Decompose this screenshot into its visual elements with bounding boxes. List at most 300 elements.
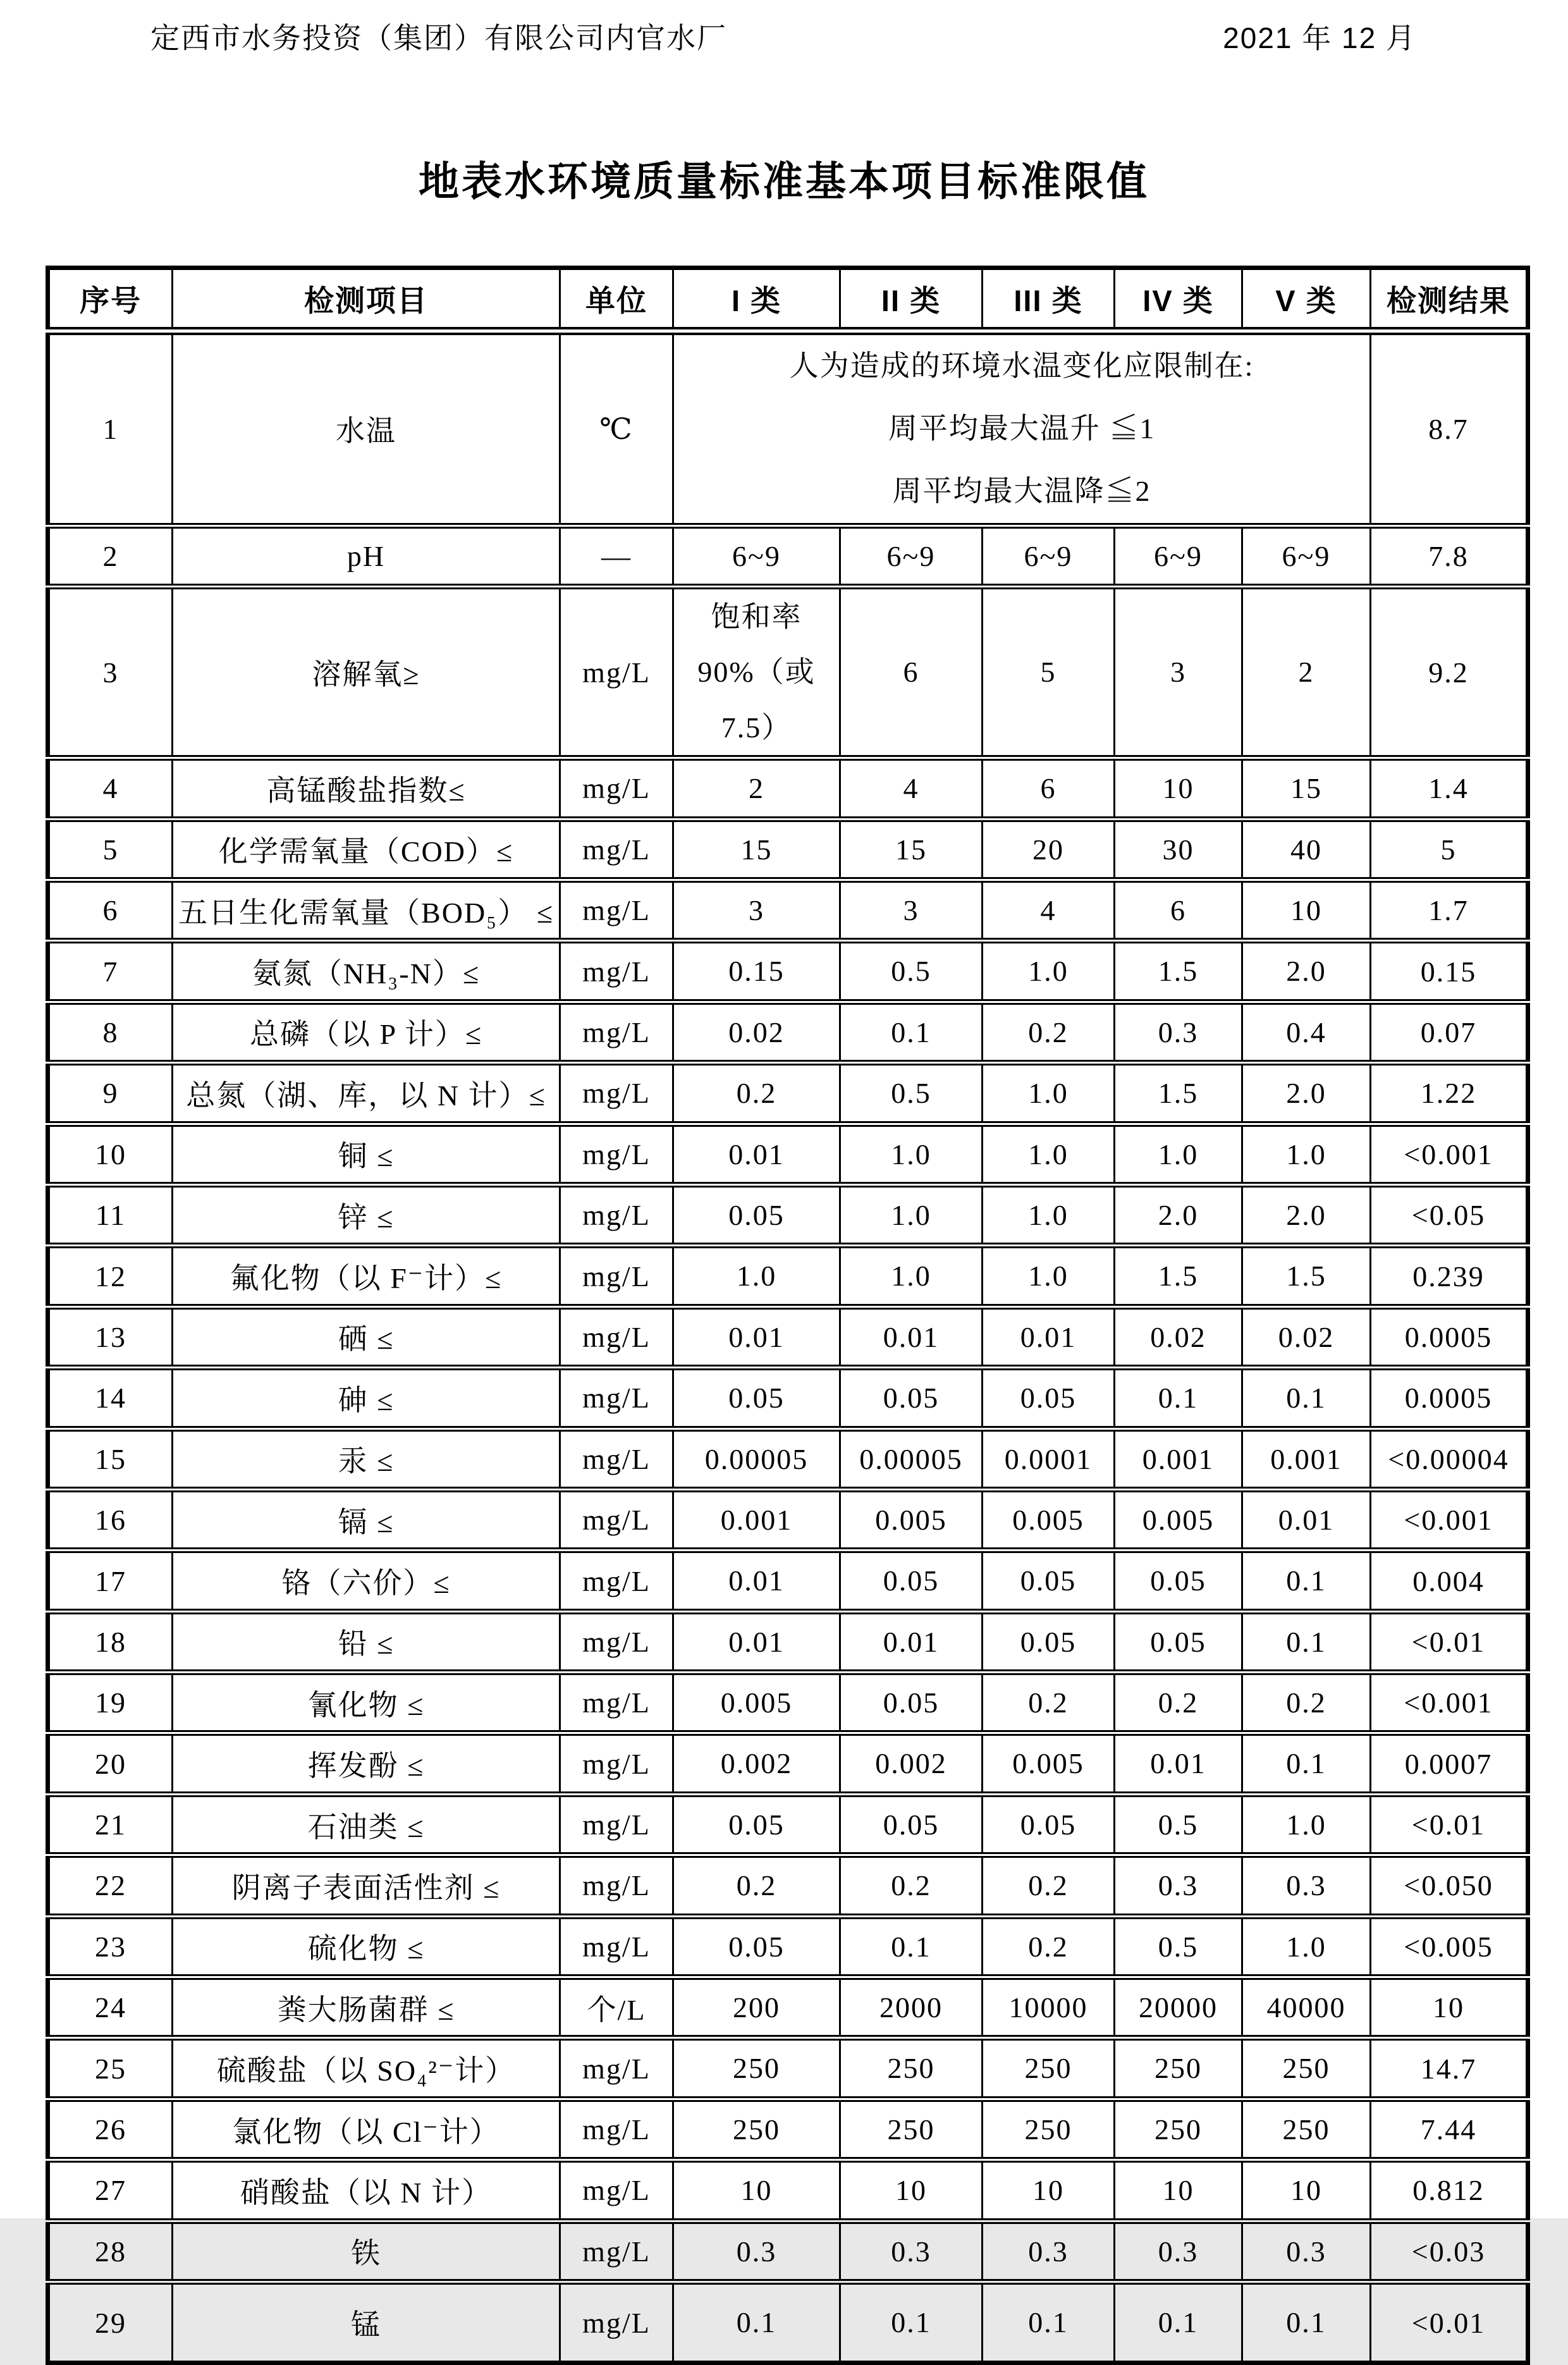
serial-cell: 1 [48, 331, 173, 526]
column-header-9: 检测结果 [1371, 268, 1528, 331]
class-limit-cell: 1.0 [1115, 1124, 1242, 1184]
serial-cell: 25 [48, 2038, 173, 2099]
table-row [48, 880, 1528, 941]
class-limit-cell: 0.01 [673, 1124, 840, 1184]
item-cell: 氯化物（以 Cl⁻计） [173, 2099, 560, 2159]
unit-cell: mg/L [560, 2221, 673, 2282]
unit-cell: mg/L [560, 2038, 673, 2099]
unit-cell: mg/L [560, 1246, 673, 1306]
unit-cell: mg/L [560, 941, 673, 1002]
result-cell: <0.01 [1371, 1794, 1528, 1855]
item-cell: 硒 ≤ [173, 1306, 560, 1367]
class-limit-cell: 1.0 [673, 1246, 840, 1306]
class-limit-cell: 0.3 [1115, 1002, 1242, 1062]
class-limit-cell: 250 [983, 2038, 1115, 2099]
item-cell: 硝酸盐（以 N 计） [173, 2160, 560, 2221]
table-row [48, 1733, 1528, 1794]
class-limit-cell: 250 [840, 2038, 983, 2099]
item-cell: 粪大肠菌群 ≤ [173, 1977, 560, 2038]
result-cell: 1.7 [1371, 880, 1528, 941]
serial-cell: 7 [48, 941, 173, 1002]
table-row [48, 1551, 1528, 1611]
class-limit-cell: 0.005 [983, 1733, 1115, 1794]
class-limit-cell: 0.05 [1115, 1611, 1242, 1672]
unit-cell: mg/L [560, 1733, 673, 1794]
result-cell: 7.8 [1371, 525, 1528, 586]
class-limit-cell: 0.05 [673, 1368, 840, 1428]
item-cell: 铁 [173, 2221, 560, 2282]
class-limit-cell: 0.002 [673, 1733, 840, 1794]
serial-cell: 4 [48, 758, 173, 819]
class-limit-cell: 0.1 [1242, 1733, 1371, 1794]
class-limit-cell: 0.002 [840, 1733, 983, 1794]
class-limit-cell: 0.00005 [673, 1428, 840, 1489]
class-limit-cell: 1.0 [840, 1246, 983, 1306]
class-limit-cell: 0.3 [840, 2221, 983, 2282]
table-body [48, 331, 1528, 2363]
table-row [48, 2160, 1528, 2221]
table-row [48, 1368, 1528, 1428]
class-limit-cell: 15 [1242, 758, 1371, 819]
class-limit-cell: 1.0 [1242, 1124, 1371, 1184]
class-limit-cell: 2.0 [1242, 1063, 1371, 1124]
item-cell: 锰 [173, 2282, 560, 2363]
item-cell: 汞 ≤ [173, 1428, 560, 1489]
result-cell: 0.0005 [1371, 1368, 1528, 1428]
serial-cell: 10 [48, 1124, 173, 1184]
class-limit-cell: 10000 [983, 1977, 1115, 2038]
serial-cell: 2 [48, 525, 173, 586]
class-limit-cell: 15 [840, 819, 983, 880]
serial-cell: 29 [48, 2282, 173, 2363]
result-cell: <0.03 [1371, 2221, 1528, 2282]
unit-cell: mg/L [560, 1002, 673, 1062]
class-limit-cell: 1.0 [983, 1246, 1115, 1306]
item-cell: 石油类 ≤ [173, 1794, 560, 1855]
column-header-4: I 类 [673, 268, 840, 331]
class-limit-cell: 2.0 [1242, 941, 1371, 1002]
table-row [48, 2099, 1528, 2159]
page-title: 地表水环境质量标准基本项目标准限值 [419, 159, 1149, 204]
class-limit-cell: 0.3 [983, 2221, 1115, 2282]
class-limit-cell: 0.3 [673, 2221, 840, 2282]
column-header-8: V 类 [1242, 268, 1371, 331]
serial-cell: 13 [48, 1306, 173, 1367]
class-limit-cell: 3 [840, 880, 983, 941]
class-limit-cell: 0.001 [1115, 1428, 1242, 1489]
table-row [48, 1489, 1528, 1550]
class-limit-cell: 2 [1242, 587, 1371, 758]
item-cell: 铜 ≤ [173, 1124, 560, 1184]
serial-cell: 12 [48, 1246, 173, 1306]
class-limit-cell: 0.5 [840, 1063, 983, 1124]
serial-cell: 15 [48, 1428, 173, 1489]
unit-cell: mg/L [560, 2282, 673, 2363]
class-limit-cell: 1.5 [1242, 1246, 1371, 1306]
table-row [48, 758, 1528, 819]
class-limit-cell: 0.001 [1242, 1428, 1371, 1489]
item-cell: 溶解氧≥ [173, 587, 560, 758]
class-limit-cell: 0.05 [983, 1611, 1115, 1672]
result-cell: 0.004 [1371, 1551, 1528, 1611]
class-limit-cell: 10 [1242, 880, 1371, 941]
class-limit-cell: 0.4 [1242, 1002, 1371, 1062]
class-limit-cell: 0.01 [1242, 1489, 1371, 1550]
serial-cell: 3 [48, 587, 173, 758]
class-limit-cell: 2.0 [1115, 1184, 1242, 1245]
class-limit-cell: 0.01 [840, 1306, 983, 1367]
item-cell: 氟化物（以 F⁻计）≤ [173, 1246, 560, 1306]
class-limit-cell: 1.0 [983, 1063, 1115, 1124]
class-limit-cell: 1.0 [983, 941, 1115, 1002]
item-cell: 总氮（湖、库，以 N 计）≤ [173, 1063, 560, 1124]
table-row [48, 1246, 1528, 1306]
class-limit-cell: 6~9 [1242, 525, 1371, 586]
item-cell: 五日生化需氧量（BOD₅） ≤ [173, 880, 560, 941]
class-limit-cell: 250 [673, 2099, 840, 2159]
class-limit-cell: 40000 [1242, 1977, 1371, 2038]
note-cell: 人为造成的环境水温变化应限制在: 周平均最大温升 ≦1 周平均最大温降≦2 [673, 331, 1371, 526]
serial-cell: 8 [48, 1002, 173, 1062]
class-limit-cell: 10 [1115, 2160, 1242, 2221]
class-limit-cell: 6 [1115, 880, 1242, 941]
result-cell: 0.239 [1371, 1246, 1528, 1306]
table-row [48, 1002, 1528, 1062]
table-row [48, 2221, 1528, 2282]
class-limit-cell: 250 [983, 2099, 1115, 2159]
table-row [48, 1063, 1528, 1124]
table-row [48, 941, 1528, 1002]
result-cell: 0.0007 [1371, 1733, 1528, 1794]
class-limit-cell: 6~9 [983, 525, 1115, 586]
class-limit-cell: 3 [673, 880, 840, 941]
class-limit-cell: 2000 [840, 1977, 983, 2038]
unit-cell: 个/L [560, 1977, 673, 2038]
unit-cell: mg/L [560, 1063, 673, 1124]
table-row [48, 2282, 1528, 2363]
serial-cell: 20 [48, 1733, 173, 1794]
result-cell: 0.812 [1371, 2160, 1528, 2221]
class-limit-cell: 20 [983, 819, 1115, 880]
class-limit-cell: 0.05 [983, 1551, 1115, 1611]
class-limit-cell: 0.3 [1115, 1855, 1242, 1916]
class-limit-cell: 250 [673, 2038, 840, 2099]
class-limit-cell: 0.01 [673, 1551, 840, 1611]
class-limit-cell: 0.1 [1242, 1551, 1371, 1611]
serial-cell: 16 [48, 1489, 173, 1550]
class-limit-cell: 0.1 [983, 2282, 1115, 2363]
class-limit-cell: 0.05 [983, 1368, 1115, 1428]
item-cell: 高锰酸盐指数≤ [173, 758, 560, 819]
class-limit-cell: 0.01 [840, 1611, 983, 1672]
item-cell: 氰化物 ≤ [173, 1673, 560, 1733]
class-limit-cell: 0.1 [1242, 2282, 1371, 2363]
serial-cell: 21 [48, 1794, 173, 1855]
item-cell: 硫酸盐（以 SO₄²⁻计） [173, 2038, 560, 2099]
result-cell: 1.4 [1371, 758, 1528, 819]
class-limit-cell: 0.01 [673, 1306, 840, 1367]
table-row [48, 1611, 1528, 1672]
class-limit-cell: 6~9 [1115, 525, 1242, 586]
class-limit-cell: 0.01 [1115, 1733, 1242, 1794]
serial-cell: 17 [48, 1551, 173, 1611]
result-cell: <0.001 [1371, 1489, 1528, 1550]
item-cell: 总磷（以 P 计）≤ [173, 1002, 560, 1062]
unit-cell: mg/L [560, 2160, 673, 2221]
table-row [48, 1855, 1528, 1916]
class-limit-cell: 1.0 [983, 1124, 1115, 1184]
unit-cell: ℃ [560, 331, 673, 526]
class-limit-cell: 0.1 [1242, 1368, 1371, 1428]
class-limit-cell: 0.05 [1115, 1551, 1242, 1611]
result-cell: <0.005 [1371, 1916, 1528, 1977]
class-limit-cell: 6~9 [673, 525, 840, 586]
class-limit-cell: 30 [1115, 819, 1242, 880]
unit-cell: mg/L [560, 1368, 673, 1428]
class-limit-cell: 0.2 [983, 1855, 1115, 1916]
result-cell: <0.001 [1371, 1673, 1528, 1733]
result-cell: 14.7 [1371, 2038, 1528, 2099]
class-limit-cell: 10 [1115, 758, 1242, 819]
item-cell: 锌 ≤ [173, 1184, 560, 1245]
class-limit-cell: 0.02 [1115, 1306, 1242, 1367]
class-limit-cell: 6~9 [840, 525, 983, 586]
result-cell: <0.01 [1371, 2282, 1528, 2363]
class-limit-cell: 0.02 [1242, 1306, 1371, 1367]
class-limit-cell: 0.2 [983, 1916, 1115, 1977]
document-header [0, 0, 1568, 57]
class-limit-cell: 250 [1242, 2099, 1371, 2159]
class-limit-cell: 0.05 [673, 1184, 840, 1245]
class-limit-cell: 15 [673, 819, 840, 880]
unit-cell: mg/L [560, 1428, 673, 1489]
result-cell: <0.00004 [1371, 1428, 1528, 1489]
class-limit-cell: 2 [673, 758, 840, 819]
serial-cell: 5 [48, 819, 173, 880]
class-limit-cell: 0.02 [673, 1002, 840, 1062]
class-limit-cell: 0.3 [1242, 2221, 1371, 2282]
class-limit-cell: 饱和率 90%（或 7.5） [673, 587, 840, 758]
table-row [48, 1794, 1528, 1855]
result-cell: 0.0005 [1371, 1306, 1528, 1367]
item-cell: 铬（六价）≤ [173, 1551, 560, 1611]
result-cell: 10 [1371, 1977, 1528, 2038]
serial-cell: 27 [48, 2160, 173, 2221]
class-limit-cell: 0.5 [840, 941, 983, 1002]
serial-cell: 14 [48, 1368, 173, 1428]
table-row [48, 819, 1528, 880]
class-limit-cell: 0.0001 [983, 1428, 1115, 1489]
table-row [48, 1673, 1528, 1733]
class-limit-cell: 0.01 [983, 1306, 1115, 1367]
unit-cell: mg/L [560, 1611, 673, 1672]
class-limit-cell: 6 [983, 758, 1115, 819]
class-limit-cell: 1.5 [1115, 1063, 1242, 1124]
unit-cell: mg/L [560, 2099, 673, 2159]
class-limit-cell: 0.2 [983, 1673, 1115, 1733]
column-header-7: IV 类 [1115, 268, 1242, 331]
class-limit-cell: 0.05 [840, 1794, 983, 1855]
class-limit-cell: 4 [840, 758, 983, 819]
result-cell: 7.44 [1371, 2099, 1528, 2159]
class-limit-cell: 0.2 [1115, 1673, 1242, 1733]
class-limit-cell: 1.0 [1242, 1794, 1371, 1855]
serial-cell: 6 [48, 880, 173, 941]
class-limit-cell: 0.3 [1242, 1855, 1371, 1916]
class-limit-cell: 0.00005 [840, 1428, 983, 1489]
column-header-1: 序号 [48, 268, 173, 331]
class-limit-cell: 0.001 [673, 1489, 840, 1550]
class-limit-cell: 0.05 [840, 1368, 983, 1428]
class-limit-cell: 1.0 [1242, 1916, 1371, 1977]
class-limit-cell: 10 [983, 2160, 1115, 2221]
column-header-6: III 类 [983, 268, 1115, 331]
class-limit-cell: 0.1 [673, 2282, 840, 2363]
class-limit-cell: 4 [983, 880, 1115, 941]
class-limit-cell: 0.005 [1115, 1489, 1242, 1550]
class-limit-cell: 1.5 [1115, 941, 1242, 1002]
class-limit-cell: 6 [840, 587, 983, 758]
result-cell: <0.050 [1371, 1855, 1528, 1916]
class-limit-cell: 0.15 [673, 941, 840, 1002]
unit-cell: mg/L [560, 880, 673, 941]
class-limit-cell: 0.1 [840, 2282, 983, 2363]
class-limit-cell: 0.01 [673, 1611, 840, 1672]
table-row [48, 1916, 1528, 1977]
serial-cell: 26 [48, 2099, 173, 2159]
class-limit-cell: 250 [840, 2099, 983, 2159]
unit-cell: mg/L [560, 1916, 673, 1977]
column-header-3: 单位 [560, 268, 673, 331]
class-limit-cell: 10 [840, 2160, 983, 2221]
unit-cell: mg/L [560, 1794, 673, 1855]
unit-cell: mg/L [560, 1551, 673, 1611]
class-limit-cell: 0.5 [1115, 1916, 1242, 1977]
class-limit-cell: 200 [673, 1977, 840, 2038]
class-limit-cell: 250 [1115, 2099, 1242, 2159]
class-limit-cell: 10 [673, 2160, 840, 2221]
table-row [48, 1977, 1528, 2038]
water-quality-table [46, 266, 1530, 2365]
class-limit-cell: 0.1 [1242, 1611, 1371, 1672]
serial-cell: 18 [48, 1611, 173, 1672]
result-cell: 1.22 [1371, 1063, 1528, 1124]
class-limit-cell: 0.05 [983, 1794, 1115, 1855]
item-cell: 镉 ≤ [173, 1489, 560, 1550]
class-limit-cell: 1.0 [840, 1124, 983, 1184]
serial-cell: 9 [48, 1063, 173, 1124]
result-cell: <0.01 [1371, 1611, 1528, 1672]
class-limit-cell: 0.2 [840, 1855, 983, 1916]
class-limit-cell: 3 [1115, 587, 1242, 758]
unit-cell: mg/L [560, 1306, 673, 1367]
class-limit-cell: 0.2 [1242, 1673, 1371, 1733]
table-row [48, 587, 1528, 758]
serial-cell: 22 [48, 1855, 173, 1916]
result-cell: <0.05 [1371, 1184, 1528, 1245]
serial-cell: 11 [48, 1184, 173, 1245]
unit-cell: mg/L [560, 1184, 673, 1245]
class-limit-cell: 0.05 [673, 1794, 840, 1855]
class-limit-cell: 0.05 [840, 1673, 983, 1733]
table-row [48, 1124, 1528, 1184]
class-limit-cell: 5 [983, 587, 1115, 758]
table-row [48, 331, 1528, 526]
item-cell: pH [173, 525, 560, 586]
column-header-2: 检测项目 [173, 268, 560, 331]
class-limit-cell: 1.0 [983, 1184, 1115, 1245]
class-limit-cell: 250 [1115, 2038, 1242, 2099]
class-limit-cell: 0.05 [840, 1551, 983, 1611]
serial-cell: 19 [48, 1673, 173, 1733]
unit-cell: mg/L [560, 1489, 673, 1550]
class-limit-cell: 0.3 [1115, 2221, 1242, 2282]
serial-cell: 28 [48, 2221, 173, 2282]
class-limit-cell: 0.1 [1115, 1368, 1242, 1428]
company-name: 定西市水务投资（集团）有限公司内官水厂 [150, 22, 727, 54]
class-limit-cell: 1.5 [1115, 1246, 1242, 1306]
unit-cell: — [560, 525, 673, 586]
class-limit-cell: 0.05 [673, 1916, 840, 1977]
result-cell: <0.001 [1371, 1124, 1528, 1184]
result-cell: 0.07 [1371, 1002, 1528, 1062]
item-cell: 硫化物 ≤ [173, 1916, 560, 1977]
table-row [48, 1306, 1528, 1367]
class-limit-cell: 0.2 [983, 1002, 1115, 1062]
unit-cell: mg/L [560, 1855, 673, 1916]
table-header-row [48, 268, 1528, 331]
class-limit-cell: 20000 [1115, 1977, 1242, 2038]
class-limit-cell: 40 [1242, 819, 1371, 880]
result-cell: 0.15 [1371, 941, 1528, 1002]
class-limit-cell: 0.005 [983, 1489, 1115, 1550]
serial-cell: 23 [48, 1916, 173, 1977]
unit-cell: mg/L [560, 587, 673, 758]
class-limit-cell: 0.1 [840, 1002, 983, 1062]
table-row [48, 525, 1528, 586]
column-header-5: II 类 [840, 268, 983, 331]
class-limit-cell: 2.0 [1242, 1184, 1371, 1245]
serial-cell: 24 [48, 1977, 173, 2038]
item-cell: 氨氮（NH₃-N）≤ [173, 941, 560, 1002]
item-cell: 挥发酚 ≤ [173, 1733, 560, 1794]
unit-cell: mg/L [560, 1673, 673, 1733]
table-row [48, 2038, 1528, 2099]
result-cell: 9.2 [1371, 587, 1528, 758]
class-limit-cell: 0.2 [673, 1855, 840, 1916]
unit-cell: mg/L [560, 819, 673, 880]
class-limit-cell: 0.005 [840, 1489, 983, 1550]
item-cell: 化学需氧量（COD）≤ [173, 819, 560, 880]
item-cell: 阴离子表面活性剂 ≤ [173, 1855, 560, 1916]
result-cell: 8.7 [1371, 331, 1528, 526]
class-limit-cell: 1.0 [840, 1184, 983, 1245]
item-cell: 铅 ≤ [173, 1611, 560, 1672]
class-limit-cell: 0.1 [1115, 2282, 1242, 2363]
item-cell: 水温 [173, 331, 560, 526]
table-row [48, 1428, 1528, 1489]
class-limit-cell: 0.005 [673, 1673, 840, 1733]
class-limit-cell: 0.2 [673, 1063, 840, 1124]
class-limit-cell: 0.1 [840, 1916, 983, 1977]
unit-cell: mg/L [560, 758, 673, 819]
table-row [48, 1184, 1528, 1245]
unit-cell: mg/L [560, 1124, 673, 1184]
item-cell: 砷 ≤ [173, 1368, 560, 1428]
report-date: 2021 年 12 月 [1223, 22, 1416, 54]
result-cell: 5 [1371, 819, 1528, 880]
class-limit-cell: 250 [1242, 2038, 1371, 2099]
